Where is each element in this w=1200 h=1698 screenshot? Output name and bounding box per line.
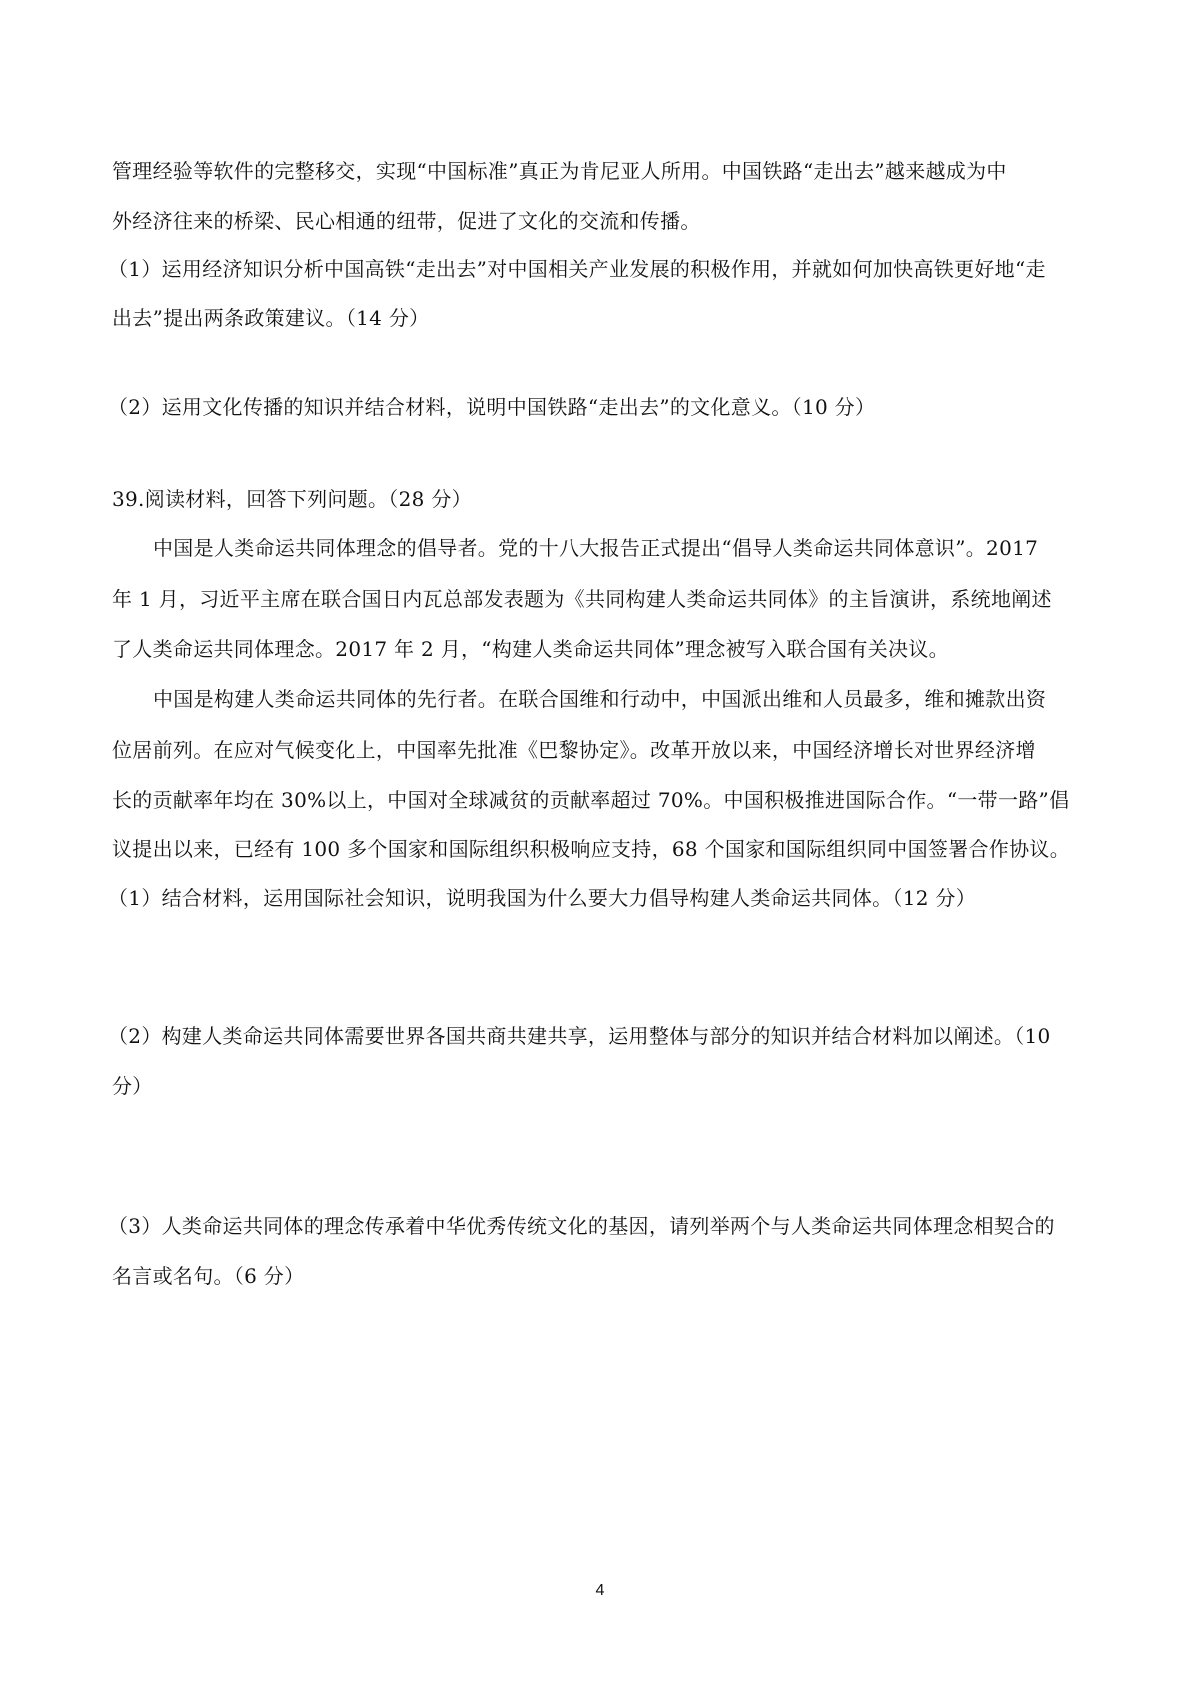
material-text-line: 外经济往来的桥梁、民心相通的纽带，促进了文化的交流和传播。	[112, 209, 701, 233]
material-paragraph-1: 中国是人类命运共同体理念的倡导者。党的十八大报告正式提出“倡导人类命运共同体意识”。2017	[153, 536, 1039, 560]
material-text-line: 管理经验等软件的完整移交，实现“中国标准”真正为肯尼亚人所用。中国铁路“走出去”越来越成为中	[112, 159, 1007, 183]
material-paragraph-2-cont: 议提出以来，已经有 100 多个国家和国际组织积极响应支持，68 个国家和国际组织同中国签署合作协议。	[112, 837, 1070, 861]
question-39-3-cont: 名言或名句。（6 分）	[112, 1264, 305, 1288]
page-number: 4	[595, 1582, 605, 1599]
material-paragraph-2-cont: 长的贡献率年均在 30%以上，中国对全球减贫的贡献率超过 70%。中国积极推进国际合作。“一带一路”倡	[112, 788, 1070, 812]
material-paragraph-2-cont: 位居前列。在应对气候变化上，中国率先批准《巴黎协定》。改革开放以来，中国经济增长对世界经济增	[112, 738, 1036, 762]
question-38-1-cont: 出去”提出两条政策建议。（14 分）	[112, 306, 430, 330]
question-39-1: （1）结合材料，运用国际社会知识，说明我国为什么要大力倡导构建人类命运共同体。（12 分）	[108, 886, 977, 910]
question-38-1: （1）运用经济知识分析中国高铁“走出去”对中国相关产业发展的积极作用，并就如何加快高铁更好地“走	[108, 257, 1046, 281]
question-39-heading: 39.阅读材料，回答下列问题。（28 分）	[112, 487, 472, 511]
question-39-2-cont: 分）	[112, 1074, 153, 1098]
question-39-3: （3）人类命运共同体的理念传承着中华优秀传统文化的基因，请列举两个与人类命运共同体理念相契合的	[108, 1214, 1055, 1238]
material-paragraph-1-cont: 年 1 月，习近平主席在联合国日内瓦总部发表题为《共同构建人类命运共同体》的主旨演讲，系统地阐述	[112, 587, 1052, 611]
material-paragraph-1-cont: 了人类命运共同体理念。2017 年 2 月，“构建人类命运共同体”理念被写入联合国有关决议。	[112, 637, 949, 661]
material-paragraph-2: 中国是构建人类命运共同体的先行者。在联合国维和行动中，中国派出维和人员最多，维和摊款出资	[153, 687, 1047, 711]
question-38-2: （2）运用文化传播的知识并结合材料，说明中国铁路“走出去”的文化意义。（10 分）	[108, 395, 876, 419]
question-39-2: （2）构建人类命运共同体需要世界各国共商共建共享，运用整体与部分的知识并结合材料加以阐述。（10	[108, 1024, 1051, 1048]
